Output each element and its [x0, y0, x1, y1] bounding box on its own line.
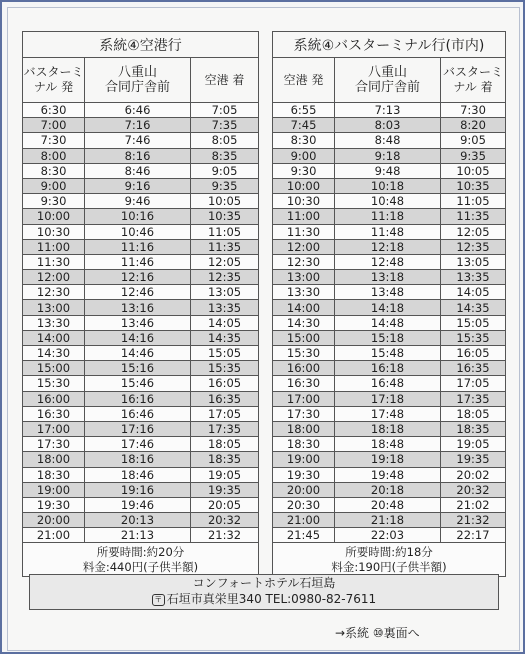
col-airport-arrive: 空港 着: [191, 58, 259, 103]
time-cell: 8:30: [273, 133, 335, 148]
time-cell: 14:00: [273, 300, 335, 315]
time-cell: 6:30: [23, 103, 85, 118]
time-cell: 12:35: [441, 239, 506, 254]
time-cell: 17:05: [441, 376, 506, 391]
time-cell: 21:32: [441, 513, 506, 528]
time-cell: 9:30: [23, 194, 85, 209]
terminal-bound-timetable: [272, 31, 506, 577]
time-cell: 15:18: [335, 330, 441, 345]
table-row: [273, 391, 506, 406]
time-cell: 16:16: [85, 391, 191, 406]
travel-time: 所要時間:約20分: [96, 544, 185, 559]
time-cell: 20:48: [335, 497, 441, 512]
table-row: [23, 330, 259, 345]
table-row: [273, 437, 506, 452]
time-cell: 20:32: [441, 482, 506, 497]
time-cell: 11:48: [335, 224, 441, 239]
time-cell: 15:35: [191, 361, 259, 376]
time-cell: 12:00: [273, 239, 335, 254]
table-row: [273, 361, 506, 376]
table-row: [273, 148, 506, 163]
time-cell: 18:30: [23, 467, 85, 482]
time-cell: 19:05: [191, 467, 259, 482]
time-cell: 21:18: [335, 513, 441, 528]
time-cell: 10:18: [335, 178, 441, 193]
table-row: [273, 163, 506, 178]
time-cell: 6:46: [85, 103, 191, 118]
time-cell: 8:35: [191, 148, 259, 163]
time-cell: 11:00: [23, 239, 85, 254]
time-cell: 18:18: [335, 421, 441, 436]
table-row: [23, 254, 259, 269]
time-cell: 11:05: [191, 224, 259, 239]
time-cell: 15:05: [441, 315, 506, 330]
table-row: [273, 300, 506, 315]
time-cell: 20:05: [191, 497, 259, 512]
time-cell: 22:03: [335, 528, 441, 543]
time-cell: 17:30: [273, 406, 335, 421]
time-cell: 11:18: [335, 209, 441, 224]
time-cell: 21:00: [273, 513, 335, 528]
col-yaeyama-office: 八重山 合同庁舎前: [335, 58, 441, 103]
col-airport-depart: 空港 発: [273, 58, 335, 103]
time-cell: 21:02: [441, 497, 506, 512]
time-cell: 11:05: [441, 194, 506, 209]
time-cell: 10:48: [335, 194, 441, 209]
time-cell: 13:00: [273, 270, 335, 285]
time-cell: 13:05: [441, 254, 506, 269]
table-row: [273, 178, 506, 193]
time-cell: 14:46: [85, 346, 191, 361]
time-cell: 12:00: [23, 270, 85, 285]
time-cell: 14:05: [441, 285, 506, 300]
time-cell: 16:18: [335, 361, 441, 376]
time-cell: 19:16: [85, 482, 191, 497]
time-cell: 18:16: [85, 452, 191, 467]
time-cell: 16:46: [85, 406, 191, 421]
time-cell: 12:30: [273, 254, 335, 269]
time-cell: 13:16: [85, 300, 191, 315]
table-row: [23, 421, 259, 436]
table-row: [273, 254, 506, 269]
table-row: [273, 467, 506, 482]
time-cell: 17:35: [441, 391, 506, 406]
time-cell: 17:16: [85, 421, 191, 436]
time-cell: 15:00: [23, 361, 85, 376]
time-cell: 10:05: [441, 163, 506, 178]
time-cell: 18:30: [273, 437, 335, 452]
table-row: [273, 513, 506, 528]
time-cell: 19:48: [335, 467, 441, 482]
table-row: [23, 178, 259, 193]
time-cell: 21:32: [191, 528, 259, 543]
time-cell: 8:30: [23, 163, 85, 178]
table-row: [23, 300, 259, 315]
time-cell: 18:00: [273, 421, 335, 436]
table-row: [273, 421, 506, 436]
table-row: [23, 194, 259, 209]
time-cell: 18:00: [23, 452, 85, 467]
time-cell: 13:18: [335, 270, 441, 285]
time-cell: 16:48: [335, 376, 441, 391]
table-row: [273, 285, 506, 300]
time-cell: 13:46: [85, 315, 191, 330]
time-cell: 18:05: [191, 437, 259, 452]
time-cell: 17:00: [273, 391, 335, 406]
time-cell: 9:35: [191, 178, 259, 193]
time-cell: 22:17: [441, 528, 506, 543]
time-cell: 11:46: [85, 254, 191, 269]
time-cell: 18:35: [191, 452, 259, 467]
time-cell: 16:05: [191, 376, 259, 391]
time-cell: 9:05: [441, 133, 506, 148]
table-row: [273, 224, 506, 239]
time-cell: 12:48: [335, 254, 441, 269]
time-cell: 20:00: [23, 513, 85, 528]
time-cell: 7:35: [191, 118, 259, 133]
time-cell: 17:18: [335, 391, 441, 406]
time-cell: 13:30: [273, 285, 335, 300]
table-row: [23, 391, 259, 406]
time-cell: 17:46: [85, 437, 191, 452]
time-cell: 8:00: [23, 148, 85, 163]
time-cell: 7:46: [85, 133, 191, 148]
terminal-bound-footer: [273, 543, 506, 577]
time-cell: 16:00: [23, 391, 85, 406]
time-cell: 15:35: [441, 330, 506, 345]
table-row: [273, 482, 506, 497]
time-cell: 15:05: [191, 346, 259, 361]
time-cell: 7:05: [191, 103, 259, 118]
time-cell: 20:02: [441, 467, 506, 482]
table-row: [273, 194, 506, 209]
time-cell: 12:46: [85, 285, 191, 300]
time-cell: 19:30: [23, 497, 85, 512]
table-row: [273, 118, 506, 133]
time-cell: 20:32: [191, 513, 259, 528]
table-row: [23, 270, 259, 285]
table-row: [273, 315, 506, 330]
time-cell: 12:05: [441, 224, 506, 239]
time-cell: 19:30: [273, 467, 335, 482]
time-cell: 6:55: [273, 103, 335, 118]
time-cell: 13:05: [191, 285, 259, 300]
time-cell: 11:30: [23, 254, 85, 269]
time-cell: 12:30: [23, 285, 85, 300]
travel-time: 所要時間:約18分: [345, 544, 433, 559]
time-cell: 13:30: [23, 315, 85, 330]
time-cell: 14:30: [273, 315, 335, 330]
table-row: [23, 482, 259, 497]
table-row: [23, 103, 259, 118]
time-cell: 21:45: [273, 528, 335, 543]
time-cell: 21:13: [85, 528, 191, 543]
table-row: [23, 118, 259, 133]
table-row: [273, 270, 506, 285]
time-cell: 18:05: [441, 406, 506, 421]
table-row: [23, 346, 259, 361]
time-cell: 18:46: [85, 467, 191, 482]
time-cell: 8:48: [335, 133, 441, 148]
time-cell: 9:00: [273, 148, 335, 163]
table-row: [23, 224, 259, 239]
time-cell: 14:16: [85, 330, 191, 345]
table-row: [273, 497, 506, 512]
fare: 料金:440円(子供半額): [82, 559, 199, 574]
time-cell: 8:46: [85, 163, 191, 178]
hotel-phone: TEL:0980-82-7611: [265, 592, 377, 606]
time-cell: 11:16: [85, 239, 191, 254]
table-row: [273, 133, 506, 148]
table-row: [273, 239, 506, 254]
time-cell: 11:00: [273, 209, 335, 224]
time-cell: 12:35: [191, 270, 259, 285]
time-cell: 20:13: [85, 513, 191, 528]
time-cell: 14:30: [23, 346, 85, 361]
time-cell: 9:48: [335, 163, 441, 178]
time-cell: 7:30: [441, 103, 506, 118]
time-cell: 13:35: [441, 270, 506, 285]
table-row: [23, 406, 259, 421]
time-cell: 14:18: [335, 300, 441, 315]
table-row: [23, 452, 259, 467]
time-cell: 8:05: [191, 133, 259, 148]
time-cell: 9:00: [23, 178, 85, 193]
time-cell: 13:48: [335, 285, 441, 300]
time-cell: 14:48: [335, 315, 441, 330]
time-cell: 13:35: [191, 300, 259, 315]
table-row: [23, 528, 259, 543]
time-cell: 7:00: [23, 118, 85, 133]
time-cell: 20:18: [335, 482, 441, 497]
time-cell: 15:00: [273, 330, 335, 345]
time-cell: 7:30: [23, 133, 85, 148]
time-cell: 7:13: [335, 103, 441, 118]
airport-bound-rows: [23, 103, 259, 543]
time-cell: 17:05: [191, 406, 259, 421]
hotel-name: コンフォートホテル石垣島: [192, 576, 336, 590]
table-row: [23, 163, 259, 178]
table-row: [23, 285, 259, 300]
table-row: [23, 376, 259, 391]
time-cell: 19:00: [273, 452, 335, 467]
time-cell: 10:46: [85, 224, 191, 239]
time-cell: 8:03: [335, 118, 441, 133]
table-row: [273, 376, 506, 391]
time-cell: 10:05: [191, 194, 259, 209]
time-cell: 12:18: [335, 239, 441, 254]
time-cell: 15:30: [23, 376, 85, 391]
col-yaeyama-office: 八重山 合同庁舎前: [85, 58, 191, 103]
time-cell: 19:18: [335, 452, 441, 467]
airport-bound-title: 系統④空港行: [23, 32, 259, 58]
table-row: [23, 239, 259, 254]
next-page-note: →系統 ⑩裏面へ: [335, 626, 420, 640]
time-cell: 16:30: [23, 406, 85, 421]
hotel-address-line: [30, 591, 498, 607]
time-cell: 19:46: [85, 497, 191, 512]
table-row: [23, 497, 259, 512]
time-cell: 15:48: [335, 346, 441, 361]
time-cell: 13:00: [23, 300, 85, 315]
time-cell: 16:05: [441, 346, 506, 361]
time-cell: 14:05: [191, 315, 259, 330]
time-cell: 18:35: [441, 421, 506, 436]
time-cell: 19:35: [441, 452, 506, 467]
time-cell: 17:00: [23, 421, 85, 436]
time-cell: 8:16: [85, 148, 191, 163]
table-row: [273, 103, 506, 118]
airport-bound-footer: [23, 543, 259, 577]
time-cell: 17:35: [191, 421, 259, 436]
terminal-bound-rows: [273, 103, 506, 543]
time-cell: 10:00: [273, 178, 335, 193]
time-cell: 17:48: [335, 406, 441, 421]
col-bus-terminal-depart: バスターミ ナル 発: [23, 58, 85, 103]
time-cell: 12:05: [191, 254, 259, 269]
table-row: [23, 315, 259, 330]
time-cell: 14:35: [191, 330, 259, 345]
time-cell: 15:16: [85, 361, 191, 376]
time-cell: 9:18: [335, 148, 441, 163]
table-row: [273, 528, 506, 543]
table-row: [273, 346, 506, 361]
table-row: [23, 467, 259, 482]
time-cell: 16:30: [273, 376, 335, 391]
time-cell: 9:30: [273, 163, 335, 178]
table-row: [23, 437, 259, 452]
time-cell: 16:35: [191, 391, 259, 406]
time-cell: 19:05: [441, 437, 506, 452]
table-row: [23, 513, 259, 528]
fare: 料金:190円(子供半額): [331, 559, 447, 574]
time-cell: 10:35: [191, 209, 259, 224]
postal-mark-icon: 〒: [152, 594, 165, 606]
time-cell: 9:46: [85, 194, 191, 209]
time-cell: 14:00: [23, 330, 85, 345]
time-cell: 10:30: [23, 224, 85, 239]
table-row: [273, 330, 506, 345]
table-row: [273, 406, 506, 421]
table-row: [23, 209, 259, 224]
time-cell: 9:16: [85, 178, 191, 193]
time-cell: 20:00: [273, 482, 335, 497]
time-cell: 10:16: [85, 209, 191, 224]
hotel-info-box: [29, 574, 499, 610]
time-cell: 16:00: [273, 361, 335, 376]
time-cell: 14:35: [441, 300, 506, 315]
time-cell: 17:30: [23, 437, 85, 452]
time-cell: 12:16: [85, 270, 191, 285]
time-cell: 7:45: [273, 118, 335, 133]
time-cell: 19:35: [191, 482, 259, 497]
table-row: [23, 361, 259, 376]
time-cell: 15:30: [273, 346, 335, 361]
time-cell: 10:00: [23, 209, 85, 224]
time-cell: 10:30: [273, 194, 335, 209]
time-cell: 9:05: [191, 163, 259, 178]
time-cell: 9:35: [441, 148, 506, 163]
col-bus-terminal-arrive: バスターミ ナル 着: [441, 58, 506, 103]
time-cell: 11:30: [273, 224, 335, 239]
time-cell: 18:48: [335, 437, 441, 452]
time-cell: 15:46: [85, 376, 191, 391]
time-cell: 10:35: [441, 178, 506, 193]
table-row: [23, 148, 259, 163]
time-cell: 16:35: [441, 361, 506, 376]
airport-bound-timetable: [22, 31, 259, 577]
table-row: [273, 209, 506, 224]
time-cell: 11:35: [191, 239, 259, 254]
time-cell: 8:20: [441, 118, 506, 133]
table-row: [23, 133, 259, 148]
time-cell: 7:16: [85, 118, 191, 133]
time-cell: 19:00: [23, 482, 85, 497]
time-cell: 21:00: [23, 528, 85, 543]
table-row: [273, 452, 506, 467]
hotel-address: 石垣市真栄里340: [166, 592, 262, 606]
terminal-bound-title: 系統④バスターミナル行(市内): [273, 32, 506, 58]
time-cell: 20:30: [273, 497, 335, 512]
time-cell: 11:35: [441, 209, 506, 224]
